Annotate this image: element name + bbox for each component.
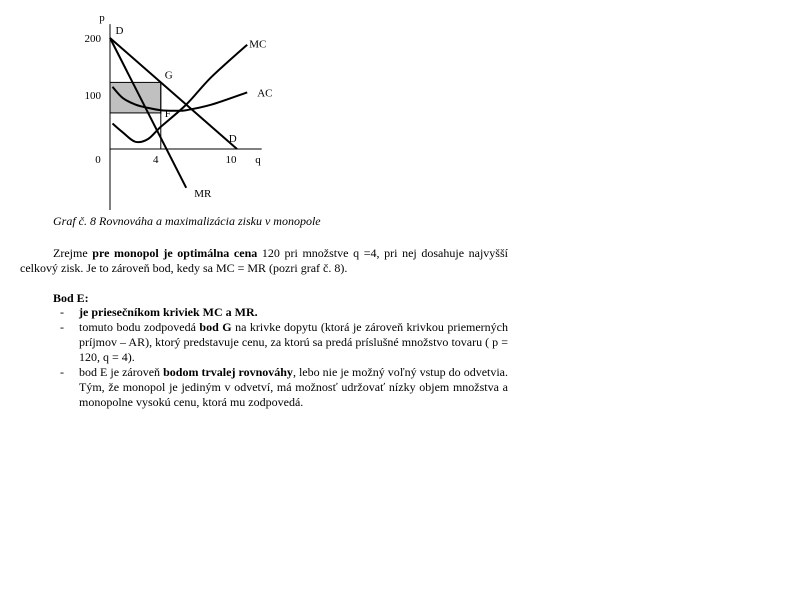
section-title: Bod E: [53, 291, 89, 305]
y-axis-label: p [99, 12, 105, 24]
monopoly-equilibrium-graph [0, 0, 800, 210]
list-dash: - [60, 365, 64, 379]
list-dash: - [60, 305, 64, 319]
figure-caption: Graf č. 8 Rovnováha a maximalizácia zisku v monopole [53, 214, 321, 228]
point-label: MR [194, 187, 212, 200]
point-label: MC [249, 38, 267, 51]
list-item [58, 365, 508, 410]
list-item-emphasis: bod G [199, 320, 232, 334]
paragraph-emphasis: pre monopol je optimálna cena [92, 246, 258, 260]
list-item-emphasis: bodom trvalej rovnováhy [163, 365, 293, 379]
point-e-list [58, 305, 508, 410]
paragraph-text: 120 pri množstve q =4, pri nej dosahuje najvyšší celkový zisk. Je to zároveň bod, kedy sa MC = MR (pozri graf č. 8). [20, 246, 508, 275]
origin-label: 0 [95, 154, 101, 166]
list-item-text: na krivke dopytu (ktorá je zároveň krivkou priemerných príjmov – AR), ktorý predstavuje cenu, za ktorú sa predá príslušné množstvo tovaru ( p = 120, q = 4). [79, 320, 508, 364]
list-dash: - [60, 320, 64, 334]
point-label: D [228, 133, 237, 145]
list-item [58, 305, 508, 320]
point-label: G [164, 69, 173, 82]
point-label: AC [257, 87, 273, 100]
list-item-text: tomuto bodu zodpovedá [79, 320, 200, 334]
list-item-text: bod E je zároveň [79, 365, 164, 379]
explanation-paragraph [20, 246, 508, 276]
list-item-text: , lebo nie je možný voľný vstup do odvetvia. Tým, že monopol je jediným v odvetví, má možnosť udržovať nízky objem množstva a monopolne vysokú cenu, ktorá mu zodpovedá. [79, 365, 509, 409]
list-item [58, 320, 508, 365]
point-label: F [164, 107, 171, 120]
paragraph-text: Zrejme [53, 246, 93, 260]
list-item-emphasis: je priesečníkom kriviek MC a MR. [79, 305, 258, 319]
x-tick-label: 4 [153, 154, 159, 166]
point-label: D [115, 25, 124, 38]
x-axis-label: q [255, 154, 261, 166]
y-tick-label: 200 [84, 33, 101, 45]
y-tick-label: 100 [84, 90, 101, 102]
x-tick-label: 10 [225, 154, 237, 166]
